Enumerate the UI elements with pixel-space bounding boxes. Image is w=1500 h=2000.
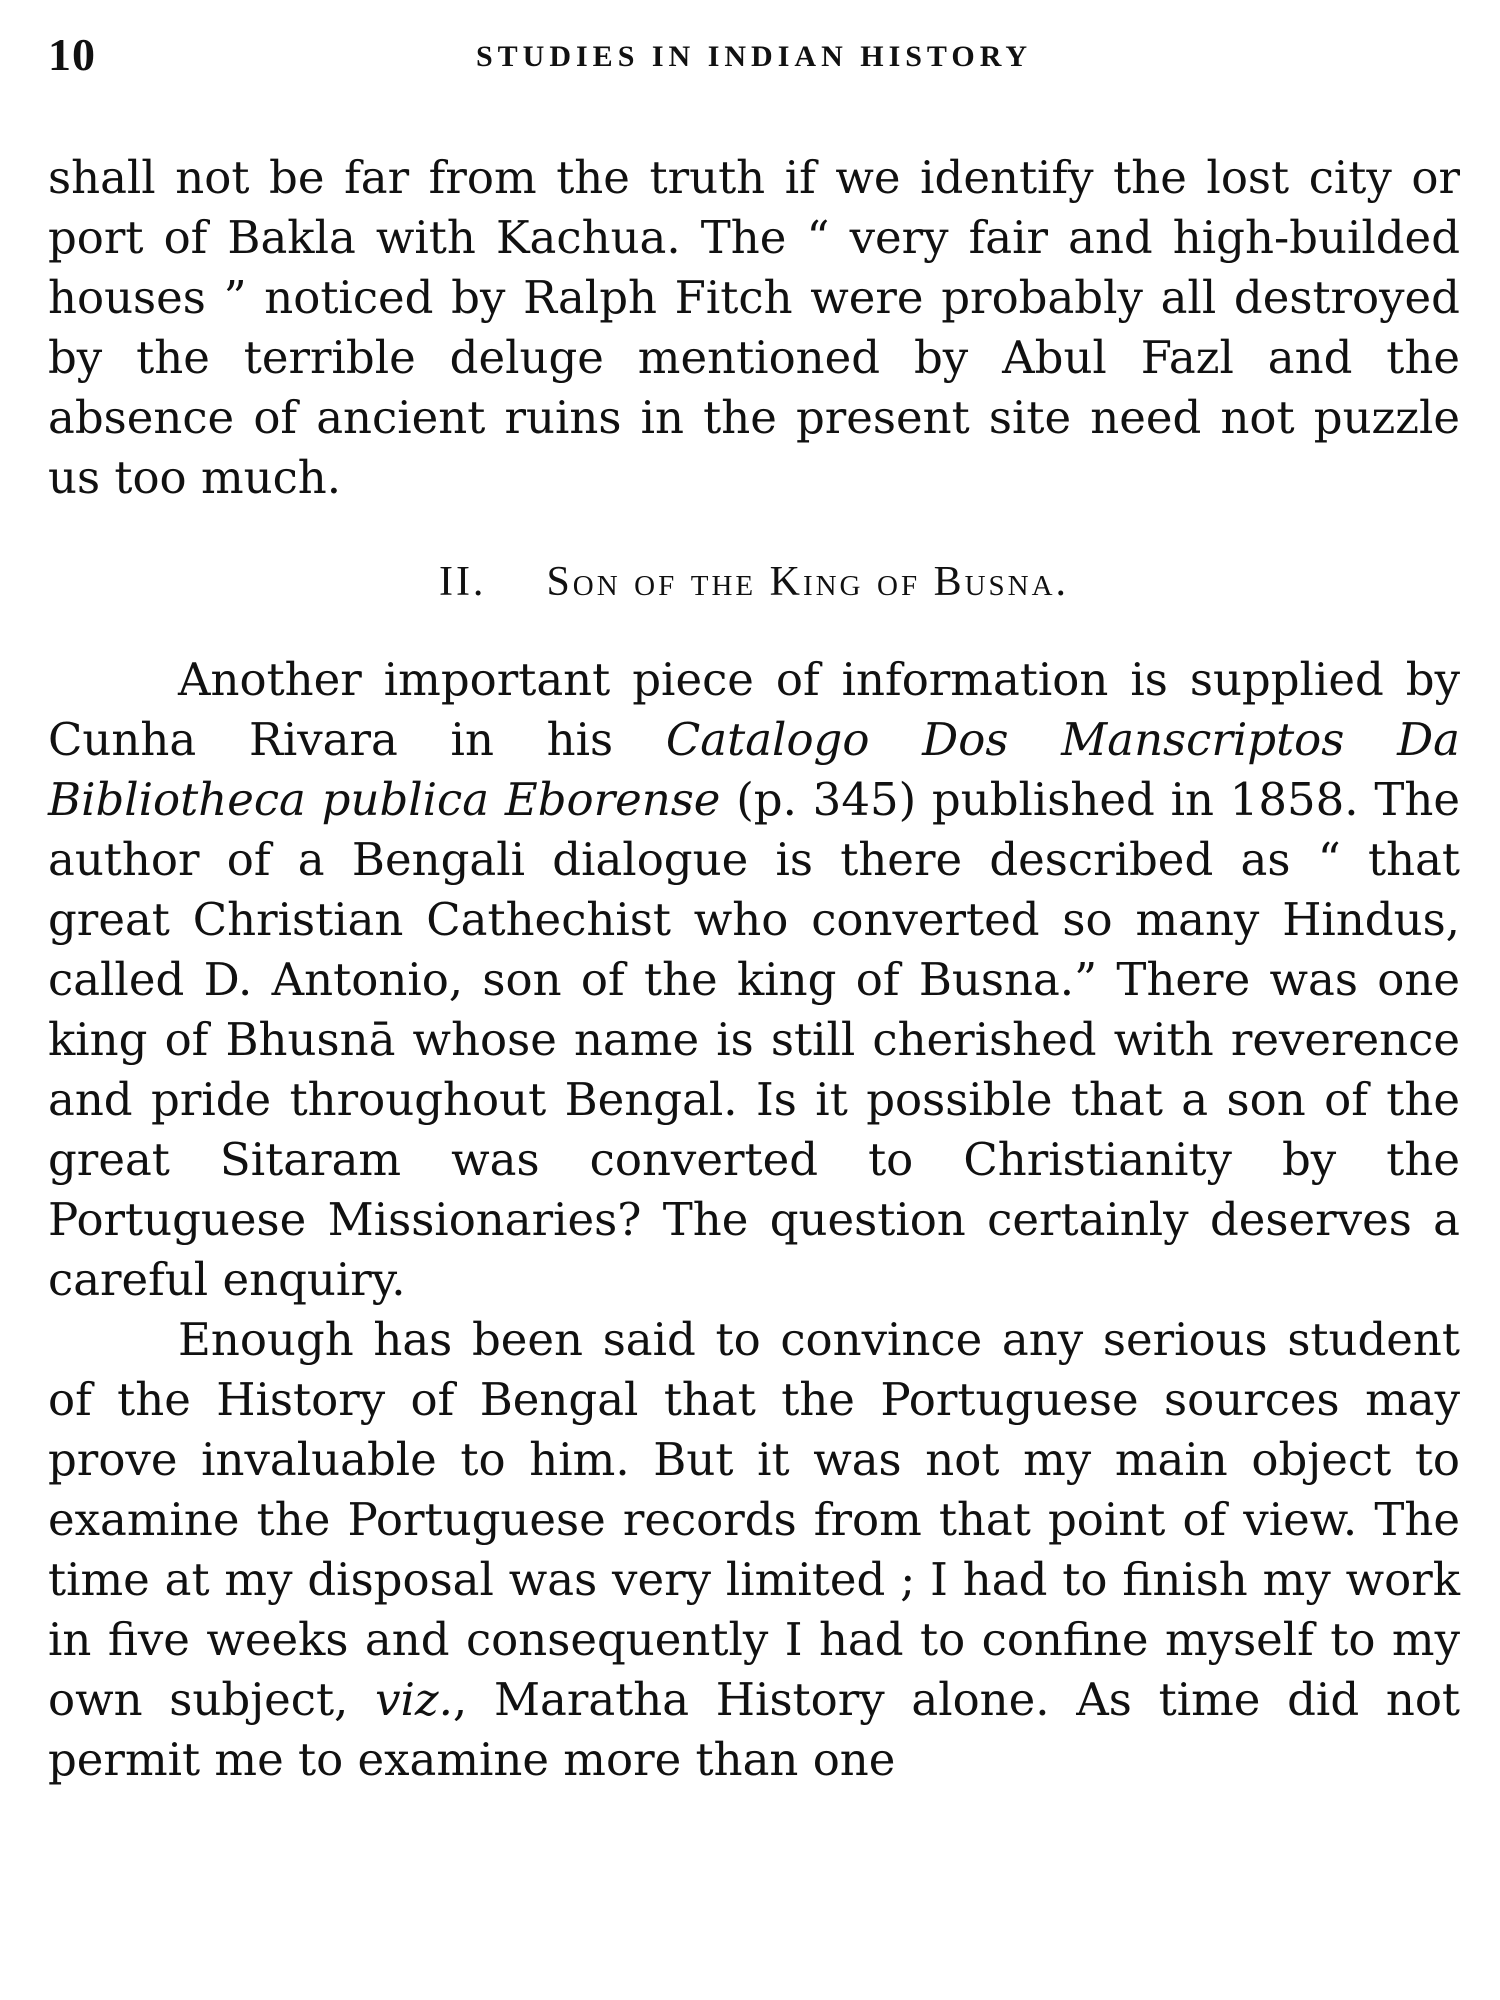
- book-title: Catalogo Dos Manscriptos Da Bibliotheca publica Eborense: [48, 713, 1460, 826]
- viz-abbreviation: viz.: [375, 1673, 453, 1726]
- running-header: [48, 28, 1460, 90]
- page-number: 10: [48, 29, 96, 80]
- paragraph-2: [48, 650, 1460, 1310]
- paragraph-2-text-end: (p. 345) published in 1858. The author of a Bengali dialogue is there described as “ that great Christian Cathechist who converted so many Hindus, called D. Antonio, son of the king of Busna.” There was one king of Bhusnā whose name is still cherished with reverence and pride throughout Bengal. Is it possible that a son of the great Sitaram was converted to Christianity by the Portuguese Missionaries? The question certainly deserves a careful enquiry.: [48, 773, 1460, 1306]
- section-title: Son of the King of Busna.: [546, 559, 1070, 605]
- section-heading: [48, 552, 1460, 612]
- running-title: STUDIES IN INDIAN HISTORY: [475, 40, 1032, 73]
- paragraph-3-text-end: , Maratha History alone. As time did not permit me to examine more than one: [48, 1673, 1460, 1786]
- book-page: [48, 28, 1460, 1790]
- paragraph-2-text-start: Another important piece of information is supplied by Cunha Rivara in his: [48, 653, 1460, 766]
- section-number: II.: [438, 559, 487, 605]
- paragraph-3: [48, 1310, 1460, 1790]
- paragraph-1: shall not be far from the truth if we identify the lost city or port of Bakla with Kachua. The “ very fair and high-builded houses ” noticed by Ralph Fitch were probably all destroyed by the terrible deluge mentioned by Abul Fazl and the absence of ancient ruins in the present site need not puzzle us too much.: [48, 151, 1460, 504]
- paragraph-3-text-start: Enough has been said to convince any serious student of the History of Bengal that the Portuguese sources may prove invaluable to him. But it was not my main object to examine the Portuguese records from that point of view. The time at my disposal was very limited ; I had to finish my work in five weeks and consequently I had to confine myself to my own subject,: [48, 1313, 1460, 1726]
